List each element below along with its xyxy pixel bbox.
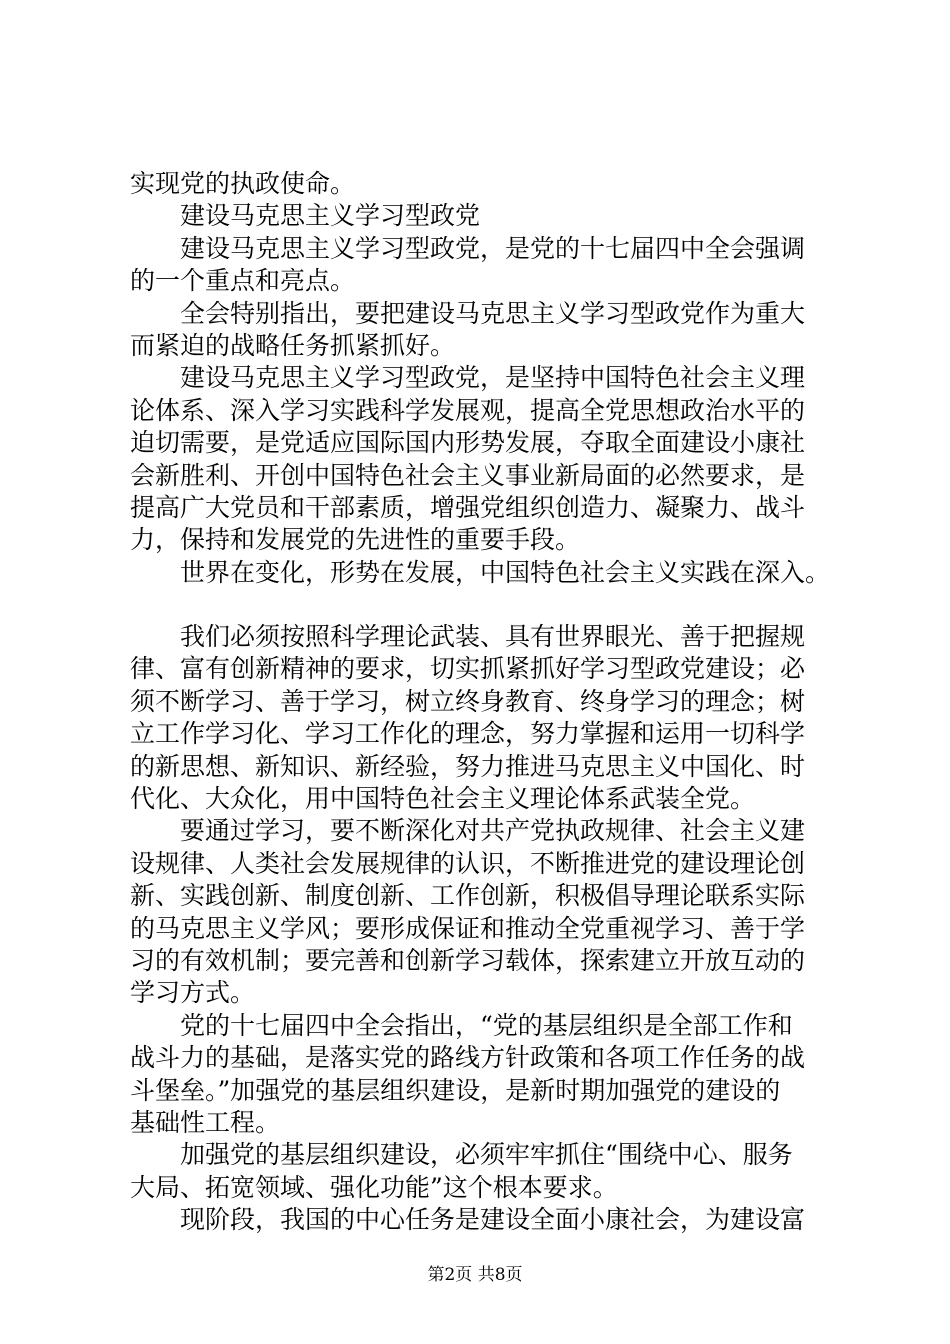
blank-line xyxy=(130,589,830,621)
text-line: 设规律、人类社会发展规律的认识，不断推进党的建设理论创 xyxy=(130,848,806,878)
document-body xyxy=(130,168,830,1237)
text-line: 提高广大党员和干部素质，增强党组织创造力、凝聚力、战斗 xyxy=(130,492,806,522)
text-line: 习的有效机制；要完善和创新学习载体，探索建立开放互动的 xyxy=(130,945,806,975)
text-line: 党的十七届四中全会指出，“党的基层组织是全部工作和 xyxy=(180,1010,793,1040)
text-line: 而紧迫的战略任务抓紧抓好。 xyxy=(130,330,456,360)
text-line: 加强党的基层组织建设，必须牢牢抓住“围绕中心、服务 xyxy=(180,1140,793,1170)
text-line: 大局、拓宽领域、强化功能”这个根本要求。 xyxy=(130,1172,618,1202)
text-line: 律、富有创新精神的要求，切实抓紧抓好学习型政党建设；必 xyxy=(130,654,806,684)
text-line: 全会特别指出，要把建设马克思主义学习型政党作为重大 xyxy=(180,298,806,328)
text-line: 建设马克思主义学习型政党，是坚持中国特色社会主义理 xyxy=(180,363,806,393)
text-line: 会新胜利、开创中国特色社会主义事业新局面的必然要求，是 xyxy=(130,460,806,490)
text-line: 论体系、深入学习实践科学发展观，提高全党思想政治水平的 xyxy=(130,395,806,425)
text-line: 战斗力的基础，是落实党的路线方针政策和各项工作任务的战 xyxy=(130,1043,806,1073)
text-line: 学习方式。 xyxy=(130,978,256,1008)
text-line: 新、实践创新、制度创新、工作创新，积极倡导理论联系实际 xyxy=(130,881,806,911)
text-line: 立工作学习化、学习工作化的理念，努力掌握和运用一切科学 xyxy=(130,719,806,749)
text-line: 现阶段，我国的中心任务是建设全面小康社会，为建设富 xyxy=(180,1205,806,1235)
text-line: 世界在变化，形势在发展，中国特色社会主义实践在深入。 xyxy=(180,557,831,587)
text-line: 须不断学习、善于学习，树立终身教育、终身学习的理念；树 xyxy=(130,686,806,716)
text-line: 的一个重点和亮点。 xyxy=(130,266,356,296)
text-line: 要通过学习，要不断深化对共产党执政规律、社会主义建 xyxy=(180,816,806,846)
text-line: 建设马克思主义学习型政党 xyxy=(180,201,481,231)
text-line: 基础性工程。 xyxy=(130,1107,281,1137)
text-line: 的马克思主义学风；要形成保证和推动全党重视学习、善于学 xyxy=(130,913,806,943)
page-footer: 第2页 共8页 xyxy=(427,1265,523,1285)
text-line: 力，保持和发展党的先进性的重要手段。 xyxy=(130,525,581,555)
text-line: 迫切需要，是党适应国际国内形势发展，夺取全面建设小康社 xyxy=(130,428,806,458)
text-line: 代化、大众化，用中国特色社会主义理论体系武装全党。 xyxy=(130,784,756,814)
text-line: 的新思想、新知识、新经验，努力推进马克思主义中国化、时 xyxy=(130,751,806,781)
text-line: 我们必须按照科学理论武装、具有世界眼光、善于把握规 xyxy=(180,622,806,652)
text-line: 建设马克思主义学习型政党，是党的十七届四中全会强调 xyxy=(180,233,806,263)
text-line: 实现党的执政使命。 xyxy=(130,169,356,198)
text-line: 斗堡垒。”加强党的基层组织建设，是新时期加强党的建设的 xyxy=(130,1075,781,1105)
